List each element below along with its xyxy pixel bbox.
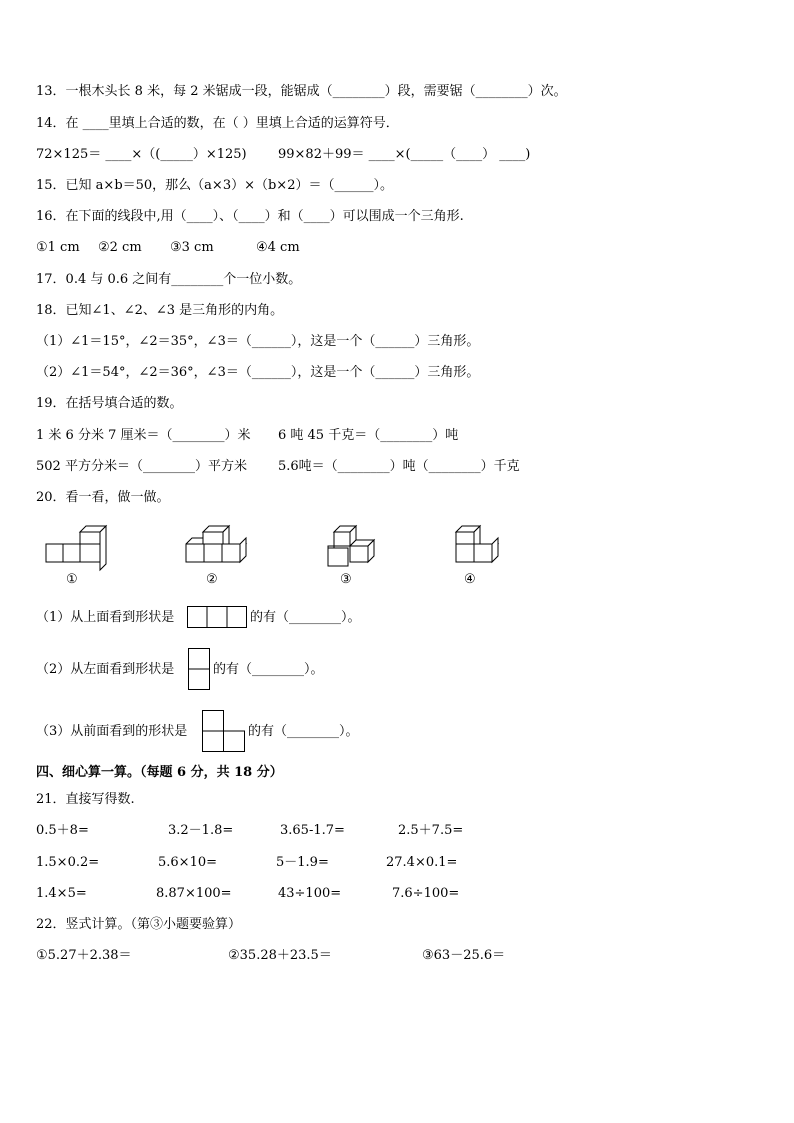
question-19-part-c: 502 平方分米＝（________）平方米 [36,459,247,474]
question-18-part-2: （2）∠1＝54°，∠2＝36°，∠3＝（______），这是一个（______）三角形。 [36,365,480,380]
question-16-option-1: ①1 cm [36,240,80,255]
question-19: 19．在括号填合适的数。 [36,396,183,411]
calc-r1-c3: 3.65-1.7= [280,823,345,838]
figure-label-4: ④ [464,572,476,587]
calc-r2-c4: 27.4×0.1= [386,855,458,870]
calc-r2-c1: 1.5×0.2= [36,855,100,870]
question-22: 22．竖式计算。（第③小题要验算） [36,917,242,932]
calc-r1-c2: 3.2－1.8= [168,823,234,838]
question-18-part-1: （1）∠1＝15°，∠2＝35°，∠3＝（______），这是一个（______）三角形。 [36,334,480,349]
figure-label-1: ① [66,572,78,587]
shape-two-squares-column [188,648,210,690]
question-18: 18．已知∠1、∠2、∠3 是三角形的内角。 [36,303,284,318]
question-17: 17．0.4 与 0.6 之间有________个一位小数。 [36,272,302,287]
calc-r1-c1: 0.5＋8= [36,823,89,838]
cube-figure-4 [456,526,502,568]
calc-r3-c3: 43÷100= [278,886,342,901]
question-19-part-d: 5.6吨＝（________）吨（________）千克 [278,459,520,474]
question-20-part-3-suffix: 的有（________）。 [248,724,359,739]
question-16-option-2: ②2 cm [98,240,142,255]
question-16-option-4: ④4 cm [256,240,300,255]
question-20-part-2-suffix: 的有（________）。 [213,662,324,677]
vertical-calc-3: ③63－25.6＝ [422,948,506,963]
question-20-part-1-prefix: （1）从上面看到形状是 [36,610,175,625]
cube-figure-1 [46,526,108,568]
cube-figure-2 [186,526,248,568]
question-20-part-1-suffix: 的有（________）。 [250,610,361,625]
vertical-calc-2: ②35.28＋23.5＝ [228,948,332,963]
question-14-part-a: 72×125＝ ____×（(_____）×125) [36,147,247,162]
calc-r2-c3: 5－1.9= [276,855,329,870]
question-15: 15．已知 a×b＝50，那么（a×3）×（b×2）＝（______）。 [36,178,393,193]
question-19-part-b: 6 吨 45 千克＝（________）吨 [278,428,459,443]
question-16: 16．在下面的线段中,用（____）、（____）和（____）可以围成一个三角形. [36,209,464,224]
calc-r1-c4: 2.5＋7.5= [398,823,464,838]
question-13: 13．一根木头长 8 米，每 2 米锯成一段，能锯成（________）段，需要锯（________）次。 [36,84,567,99]
question-20-part-2-prefix: （2）从左面看到形状是 [36,662,175,677]
question-16-option-3: ③3 cm [170,240,214,255]
shape-l-three-squares [202,710,246,752]
cube-figure-3 [326,526,378,568]
question-21: 21．直接写得数. [36,792,135,807]
question-20-part-3-prefix: （3）从前面看到的形状是 [36,724,188,739]
calc-r2-c2: 5.6×10= [158,855,218,870]
question-19-part-a: 1 米 6 分米 7 厘米＝（________）米 [36,428,251,443]
shape-three-squares-row [187,606,247,628]
question-14-part-b: 99×82＋99＝ ____×(_____（____） ____) [278,147,531,162]
calc-r3-c1: 1.4×5= [36,886,87,901]
figure-label-2: ② [206,572,218,587]
question-20: 20．看一看，做一做。 [36,490,170,505]
calc-r3-c4: 7.6÷100= [392,886,460,901]
vertical-calc-1: ①5.27＋2.38＝ [36,948,132,963]
figure-label-3: ③ [340,572,352,587]
question-14: 14．在 ____里填上合适的数，在（ ）里填上合适的运算符号． [36,116,399,131]
section-4-heading: 四、细心算一算。（每题 6 分，共 18 分） [36,765,283,780]
calc-r3-c2: 8.87×100= [156,886,232,901]
